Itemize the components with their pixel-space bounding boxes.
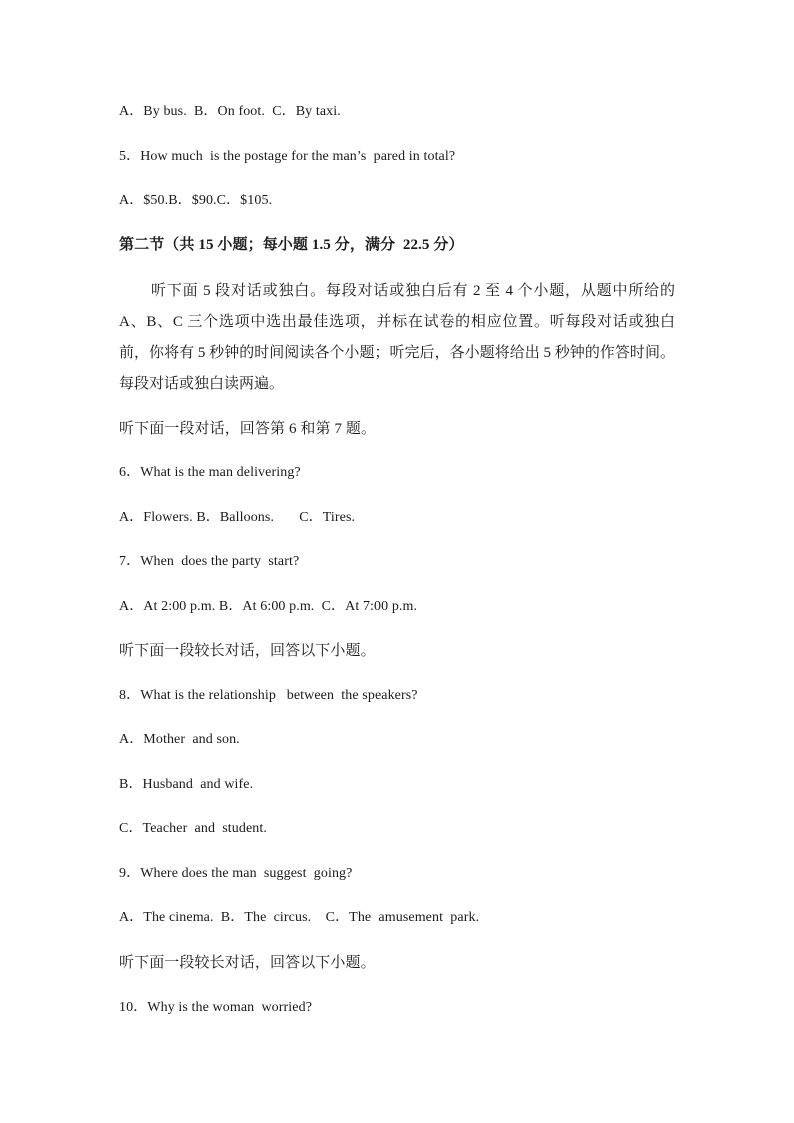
q8-option-b: B．Husband and wife.: [119, 777, 254, 792]
q4-options: A．By bus. B．On foot. C．By taxi.: [119, 104, 341, 119]
dialogue-intro-6-7: 听下面一段对话，回答第 6 和第 7 题。: [119, 421, 377, 437]
question-5: 5．How much is the postage for the man’s pared in total?: [119, 149, 456, 164]
section-2-heading: 第二节（共 15 小题；每小题 1.5 分，满分 22.5 分）: [119, 237, 464, 253]
question-10: 10．Why is the woman worried?: [119, 1000, 313, 1015]
question-6: 6．What is the man delivering?: [119, 465, 301, 480]
question-8: 8．What is the relationship between the speakers?: [119, 688, 418, 703]
question-7: 7．When does the party start?: [119, 554, 300, 569]
q8-option-a: A．Mother and son.: [119, 732, 240, 747]
q6-options: A．Flowers. B．Balloons. C．Tires.: [119, 510, 356, 525]
dialogue-intro-long-1: 听下面一段较长对话，回答以下小题。: [119, 643, 376, 659]
q7-options: A．At 2:00 p.m. B．At 6:00 p.m. C．At 7:00 p.m.: [119, 599, 418, 614]
q8-option-c: C．Teacher and student.: [119, 821, 267, 836]
dialogue-intro-long-2: 听下面一段较长对话，回答以下小题。: [119, 955, 376, 971]
q5-options: A．$50.B．$90.C．$105.: [119, 193, 273, 208]
q9-options: A．The cinema. B．The circus. C．The amusement park.: [119, 910, 480, 925]
question-9: 9．Where does the man suggest going?: [119, 866, 353, 881]
listening-instructions: 听下面 5 段对话或独白。每段对话或独白后有 2 至 4 个小题，从题中所给的 A、B、C 三个选项中选出最佳选项，并标在试卷的相应位置。听每段对话或独白前，你将有 5 秒钟的时间阅读各个小题；听完后，各小题将给出 5 秒钟的作答时间。每段对话或独白读两遍。: [119, 283, 675, 392]
